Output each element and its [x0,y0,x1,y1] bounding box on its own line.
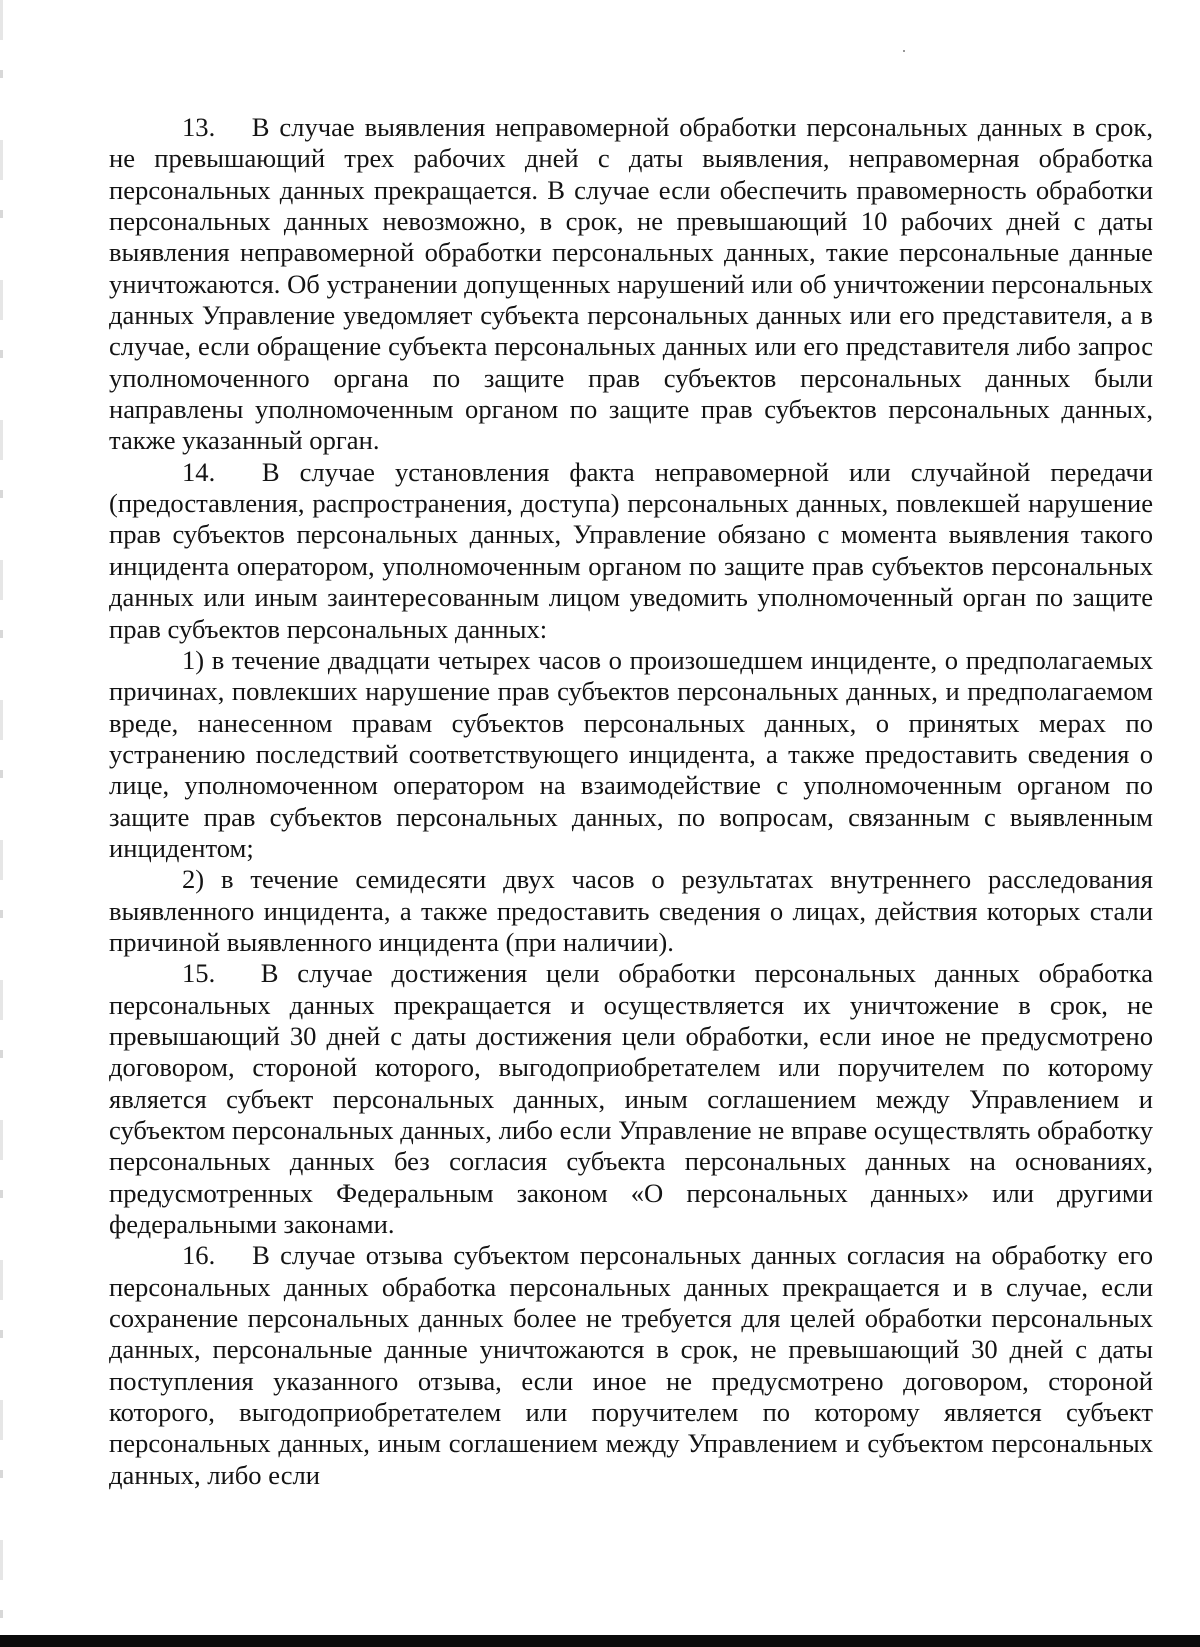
scan-edge [0,0,3,1647]
scan-dust-mark [903,50,905,52]
paragraph-13: 13. В случае выявления неправомерной обработки персональных данных в срок, не превышающий трех рабочих дней с даты выявления, неправомерная обработка персональных данных прекращается. В случае если обеспечить правомерность обработки персональных данных невозможно, в срок, не превышающий 10 рабочих дней с даты выявления неправомерной обработки персональных данных, такие персональные данные уничтожаются. Об устранении допущенных нарушений или об уничтожении персональных данных Управление уведомляет субъекта персональных данных или его представителя, а в случае, если обращение субъекта персональных данных или его представителя либо запрос уполномоченного органа по защите прав субъектов персональных данных были направлены уполномоченным органом по защите прав субъектов персональных данных, также указанный орган. [109,112,1153,456]
document-body [109,112,1153,1491]
paragraph-14: 14. В случае установления факта неправомерной или случайной передачи (предоставления, распространения, доступа) персональных данных, повлекшей нарушение прав субъектов персональных данных, Управление обязано с момента выявления такого инцидента оператором, уполномоченным органом по защите прав субъектов персональных данных или иным заинтересованным лицом уведомить уполномоченный орган по защите прав субъектов персональных данных: [109,456,1153,644]
paragraph-16: 16. В случае отзыва субъектом персональных данных согласия на обработку его персональных данных обработка персональных данных прекращается и в случае, если сохранение персональных данных более не требуется для целей обработки персональных данных, персональные данные уничтожаются в срок, не превышающий 30 дней с даты поступления указанного отзыва, если иное не предусмотрено договором, стороной которого, выгодоприобретателем или поручителем по которому является субъект персональных данных, иным соглашением между Управлением и субъектом персональных данных, либо если [109,1240,1153,1490]
paragraph-15: 15. В случае достижения цели обработки персональных данных обработка персональных данных прекращается и осуществляется их уничтожение в срок, не превышающий 30 дней с даты достижения цели обработки, если иное не предусмотрено договором, стороной которого, выгодоприобретателем или поручителем по которому является субъект персональных данных, иным соглашением между Управлением и субъектом персональных данных, либо если Управление не вправе осуществлять обработку персональных данных без согласия субъекта персональных данных на основаниях, предусмотренных Федеральным законом «О персональных данных» или другими федеральными законами. [109,958,1153,1240]
paragraph-14-item-2: 2) в течение семидесяти двух часов о результатах внутреннего расследования выявленного инцидента, а также предоставить сведения о лицах, действия которых стали причиной выявленного инцидента (при наличии). [109,864,1153,957]
paragraph-14-item-1: 1) в течение двадцати четырех часов о произошедшем инциденте, о предполагаемых причинах, повлекших нарушение прав субъектов персональных данных, и предполагаемом вреде, нанесенном правам субъектов персональных данных, о принятых мерах по устранению последствий соответствующего инцидента, а также предоставить сведения о лице, уполномоченном оператором на взаимодействие с уполномоченным органом по защите прав субъектов персональных данных, по вопросам, связанным с выявленным инцидентом; [109,644,1153,863]
scan-bottom-edge [0,1635,1200,1647]
